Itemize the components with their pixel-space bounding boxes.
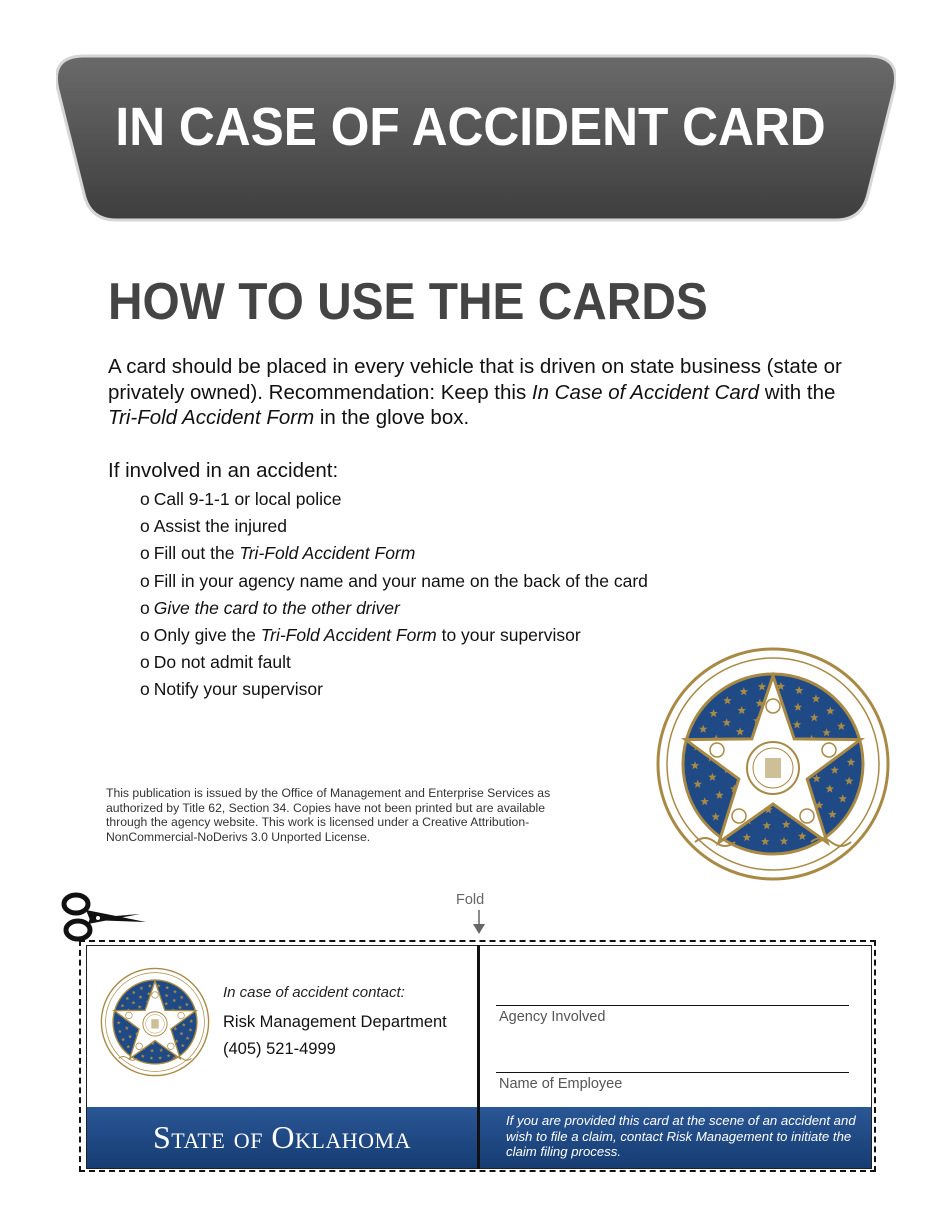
bullet: o	[140, 652, 150, 673]
agency-field-line[interactable]	[496, 1005, 849, 1006]
step-text-post: to your supervisor	[436, 624, 581, 645]
step-italic: Tri-Fold Accident Form	[260, 624, 437, 645]
fold-label: Fold	[456, 892, 485, 908]
steps-lead: If involved in an accident:	[108, 459, 339, 482]
agency-field-label: Agency Involved	[499, 1009, 606, 1025]
employee-field-label: Name of Employee	[499, 1076, 623, 1092]
bullet: o	[140, 597, 150, 618]
scissors-icon	[60, 890, 150, 946]
seal-graphic	[655, 646, 891, 882]
bullet: o	[140, 489, 150, 509]
bullet: o	[140, 543, 150, 564]
bullet: o	[140, 516, 150, 537]
step-text: Do not admit fault	[153, 652, 291, 673]
seal-graphic-small	[100, 967, 210, 1077]
state-seal-icon	[655, 646, 891, 887]
step-text: Assist the injured	[153, 516, 287, 537]
bullet: o	[140, 624, 150, 645]
list-item	[140, 486, 648, 513]
publication-notice: This publication is issued by the Office of Management and Enterprise Services as authorized by Title 62, Section 34. Copies have not been printed but are available through the agency website. This work is licensed under a Creative Attribution-NonCommercial-NoDerivs 3.0 Unported License.	[106, 786, 551, 844]
claim-info-bar	[480, 1107, 871, 1168]
step-text: Call 9-1-1 or local police	[153, 489, 342, 509]
contact-department: Risk Management Department	[223, 1013, 447, 1031]
intro-italic-2: Tri-Fold Accident Form	[108, 406, 315, 429]
employee-field-line[interactable]	[496, 1072, 849, 1073]
list-item	[140, 568, 648, 595]
step-text: Fill in your agency name and your name on the back of the card	[153, 570, 648, 591]
step-text: Notify your supervisor	[153, 679, 323, 700]
contact-label: In case of accident contact:	[223, 984, 405, 1001]
list-item	[140, 676, 648, 703]
bullet: o	[140, 570, 150, 591]
steps-list	[140, 486, 648, 704]
list-item	[140, 595, 648, 622]
step-italic: Give the card to the other driver	[153, 597, 400, 618]
step-text: Only give the	[153, 624, 261, 645]
intro-paragraph	[108, 354, 868, 431]
state-name: State of Oklahoma	[153, 1119, 411, 1155]
intro-text-3: in the glove box.	[314, 406, 470, 429]
state-name-bar	[87, 1107, 477, 1168]
bullet: o	[140, 679, 150, 700]
step-italic: Tri-Fold Accident Form	[239, 543, 416, 564]
section-heading: HOW TO USE THE CARDS	[108, 273, 708, 331]
contact-phone: (405) 521-4999	[223, 1040, 336, 1058]
list-item	[140, 513, 648, 540]
intro-text-2: with the	[759, 380, 836, 404]
arrow-down-icon	[472, 910, 486, 936]
claim-info-text: If you are provided this card at the scene of an accident and wish to file a claim, contact Risk Management to initiate the claim filing process.	[506, 1113, 856, 1159]
step-text: Fill out the	[153, 543, 240, 564]
state-seal-icon	[100, 967, 210, 1082]
intro-text-1: A card should be placed in every vehicle that is driven on state business (state or privately owned). Recommendation: Keep this	[108, 355, 842, 404]
banner-title: IN CASE OF ACCIDENT CARD	[115, 97, 826, 157]
list-item	[140, 540, 648, 567]
list-item	[140, 649, 648, 676]
list-item	[140, 622, 648, 649]
intro-italic-1: In Case of Accident Card	[531, 380, 760, 404]
